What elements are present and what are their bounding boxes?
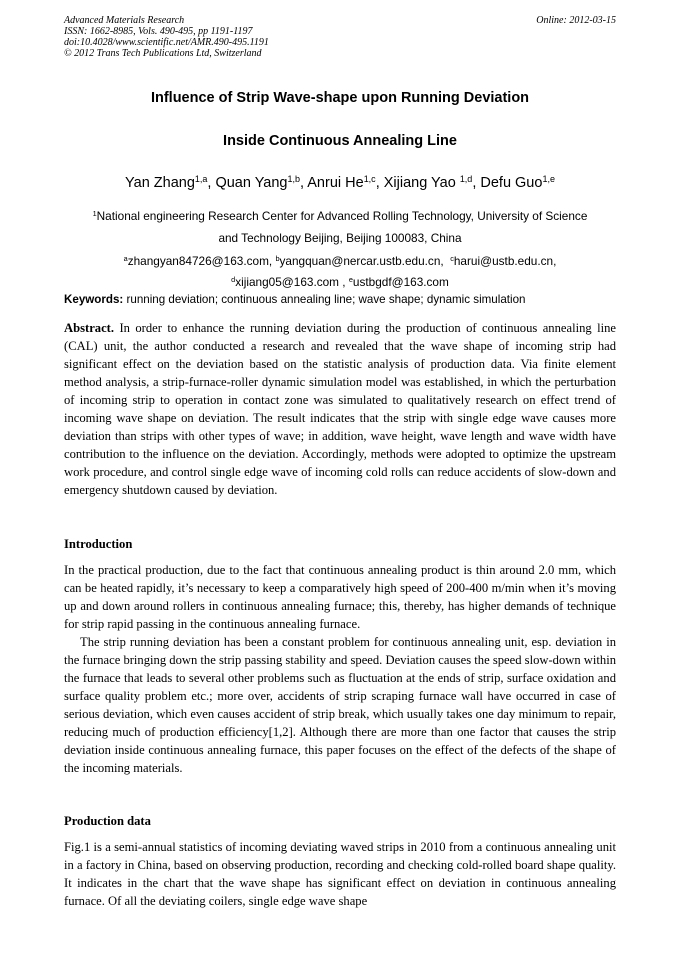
production-paragraph-1: Fig.1 is a semi-annual statistics of incoming deviating waved strips in 2010 from a continuous annealing unit in a factory in China, based on observing production, recording and checking cold-rolled board shape quality. It indicates in the chart that the wave shape has significant effect on deviation in continuous annealing furnace. Of all the deviating coilers, single edge wave shape: [64, 840, 616, 908]
author-affil-sup: 1,d: [459, 174, 473, 185]
keywords-text: running deviation; continuous annealing line; wave shape; dynamic simulation: [126, 293, 526, 306]
email-a: zhangyan84726@163.com,: [127, 254, 273, 268]
email-line-1: [64, 251, 616, 273]
email-sup: c: [450, 253, 454, 263]
author-affil-sup: 1,e: [542, 174, 555, 185]
paper-title-line-2: Inside Continuous Annealing Line: [223, 133, 457, 149]
author-affil-sup: 1,a: [194, 174, 208, 185]
paper-title-line-1: Influence of Strip Wave-shape upon Running Deviation: [150, 90, 530, 106]
keywords: [64, 292, 616, 308]
production-data-heading: Production data: [64, 814, 151, 828]
email-sup: b: [275, 253, 280, 263]
abstract: [64, 319, 616, 499]
abstract-text: In order to enhance the running deviation during the production of continuous annealing line (CAL) unit, the author conducted a research and revealed that the wave shape of incoming strip had significant effect on the deviation based on the statistic analysis of production data. Via finite element method analysis, a strip-furnace-roller dynamic simulation model was established, in which the perturbation of incoming strip to operation in contact zone was simulated to qualitatively research on effect trend of incoming wave shape on deviation. The result indicates that the strip with single edge wave causes more deviation than strips with other types of wave; in addition, wave height, wave length and wave width have contribution to the influence on the deviation. Accordingly, methods were adopted to optimize the upstream work procedure, and control single edge wave of incoming cold rolls can reduce accidents of slow-down and emergency shutdown caused by deviation.: [64, 321, 616, 497]
production-data-body: [64, 838, 616, 910]
introduction-paragraph-2: The strip running deviation has been a constant problem for continuous annealing unit, esp. deviation in the furnace bringing down the strip passing stability and speed. Deviation causes the speed slow-down within the furnace that leads to several other problems such as fluctuation at the ends of strip, surface oxidation and surface quality problem etc.; more over, accidents of strip scraping furnace wall have occurred in case of serious deviation, which even causes accident of strip break, which usually takes one day minimum to repair, reducing much of production efficiency[1,2]. Although there are more than one factor that causes the strip deviation inside continuous annealing furnace, this paper focuses on the effect of the defects of the shape of the incoming materials.: [64, 635, 616, 775]
introduction-paragraph-1: In the practical production, due to the fact that continuous annealing product is thin around 2.0 mm, which can be heated rapidly, it’s necessary to keep a comparatively high speed of 200-400 m/min when it’s moving up and down around rollers in continuous annealing furnace; this, thereby, has higher demands of technique for strip rapid passing in the continuous annealing furnace.: [64, 563, 616, 631]
author-affil-sup: 1,b: [287, 174, 300, 185]
author-name: Defu Guo: [480, 175, 543, 191]
introduction-heading: Introduction: [64, 537, 133, 551]
affiliation: [64, 206, 616, 248]
affiliation-line-2: and Technology Beijing, Beijing 100083, China: [218, 231, 462, 245]
keywords-label: Keywords:: [64, 293, 124, 306]
email-c: harui@ustb.edu.cn,: [453, 254, 557, 268]
author-name: Anrui He: [307, 175, 364, 191]
email-sup: e: [348, 274, 353, 284]
journal-doi: doi:10.4028/www.scientific.net/AMR.490-495.1191: [64, 37, 269, 48]
email-line-2: [64, 272, 616, 294]
affiliation-sup: 1: [92, 208, 97, 218]
journal-copyright: © 2012 Trans Tech Publications Ltd, Switzerland: [64, 48, 262, 59]
email-d: xijiang05@163.com ,: [235, 275, 346, 289]
email-e: ustbgdf@163.com: [352, 275, 449, 289]
email-sup: a: [123, 253, 128, 263]
abstract-label: Abstract.: [64, 321, 115, 335]
affiliation-line-1: National engineering Research Center for Advanced Rolling Technology, University of Science: [96, 209, 588, 223]
introduction-body: [64, 561, 616, 777]
email-b: yangquan@nercar.ustb.edu.cn,: [279, 254, 444, 268]
journal-name: Advanced Materials Research: [64, 15, 185, 26]
journal-header: [64, 15, 616, 59]
author-name: Xijiang Yao: [383, 175, 456, 191]
author-affil-sup: 1,c: [363, 174, 376, 185]
online-date: Online: 2012-03-15: [536, 15, 616, 26]
author-name: Yan Zhang: [125, 175, 195, 191]
author-list: Yan Zhang$^{1,a}$, Quan Yang$^{1,b}$, Anrui He$^{1,c}$, Xijiang Yao $^{1,d}$, Defu Guo$^{1,e}$: [125, 174, 555, 191]
email-sup: d: [231, 274, 236, 284]
author-name: Quan Yang: [215, 175, 288, 191]
journal-issn: ISSN: 1662-8985, Vols. 490-495, pp 1191-1197: [64, 26, 253, 37]
